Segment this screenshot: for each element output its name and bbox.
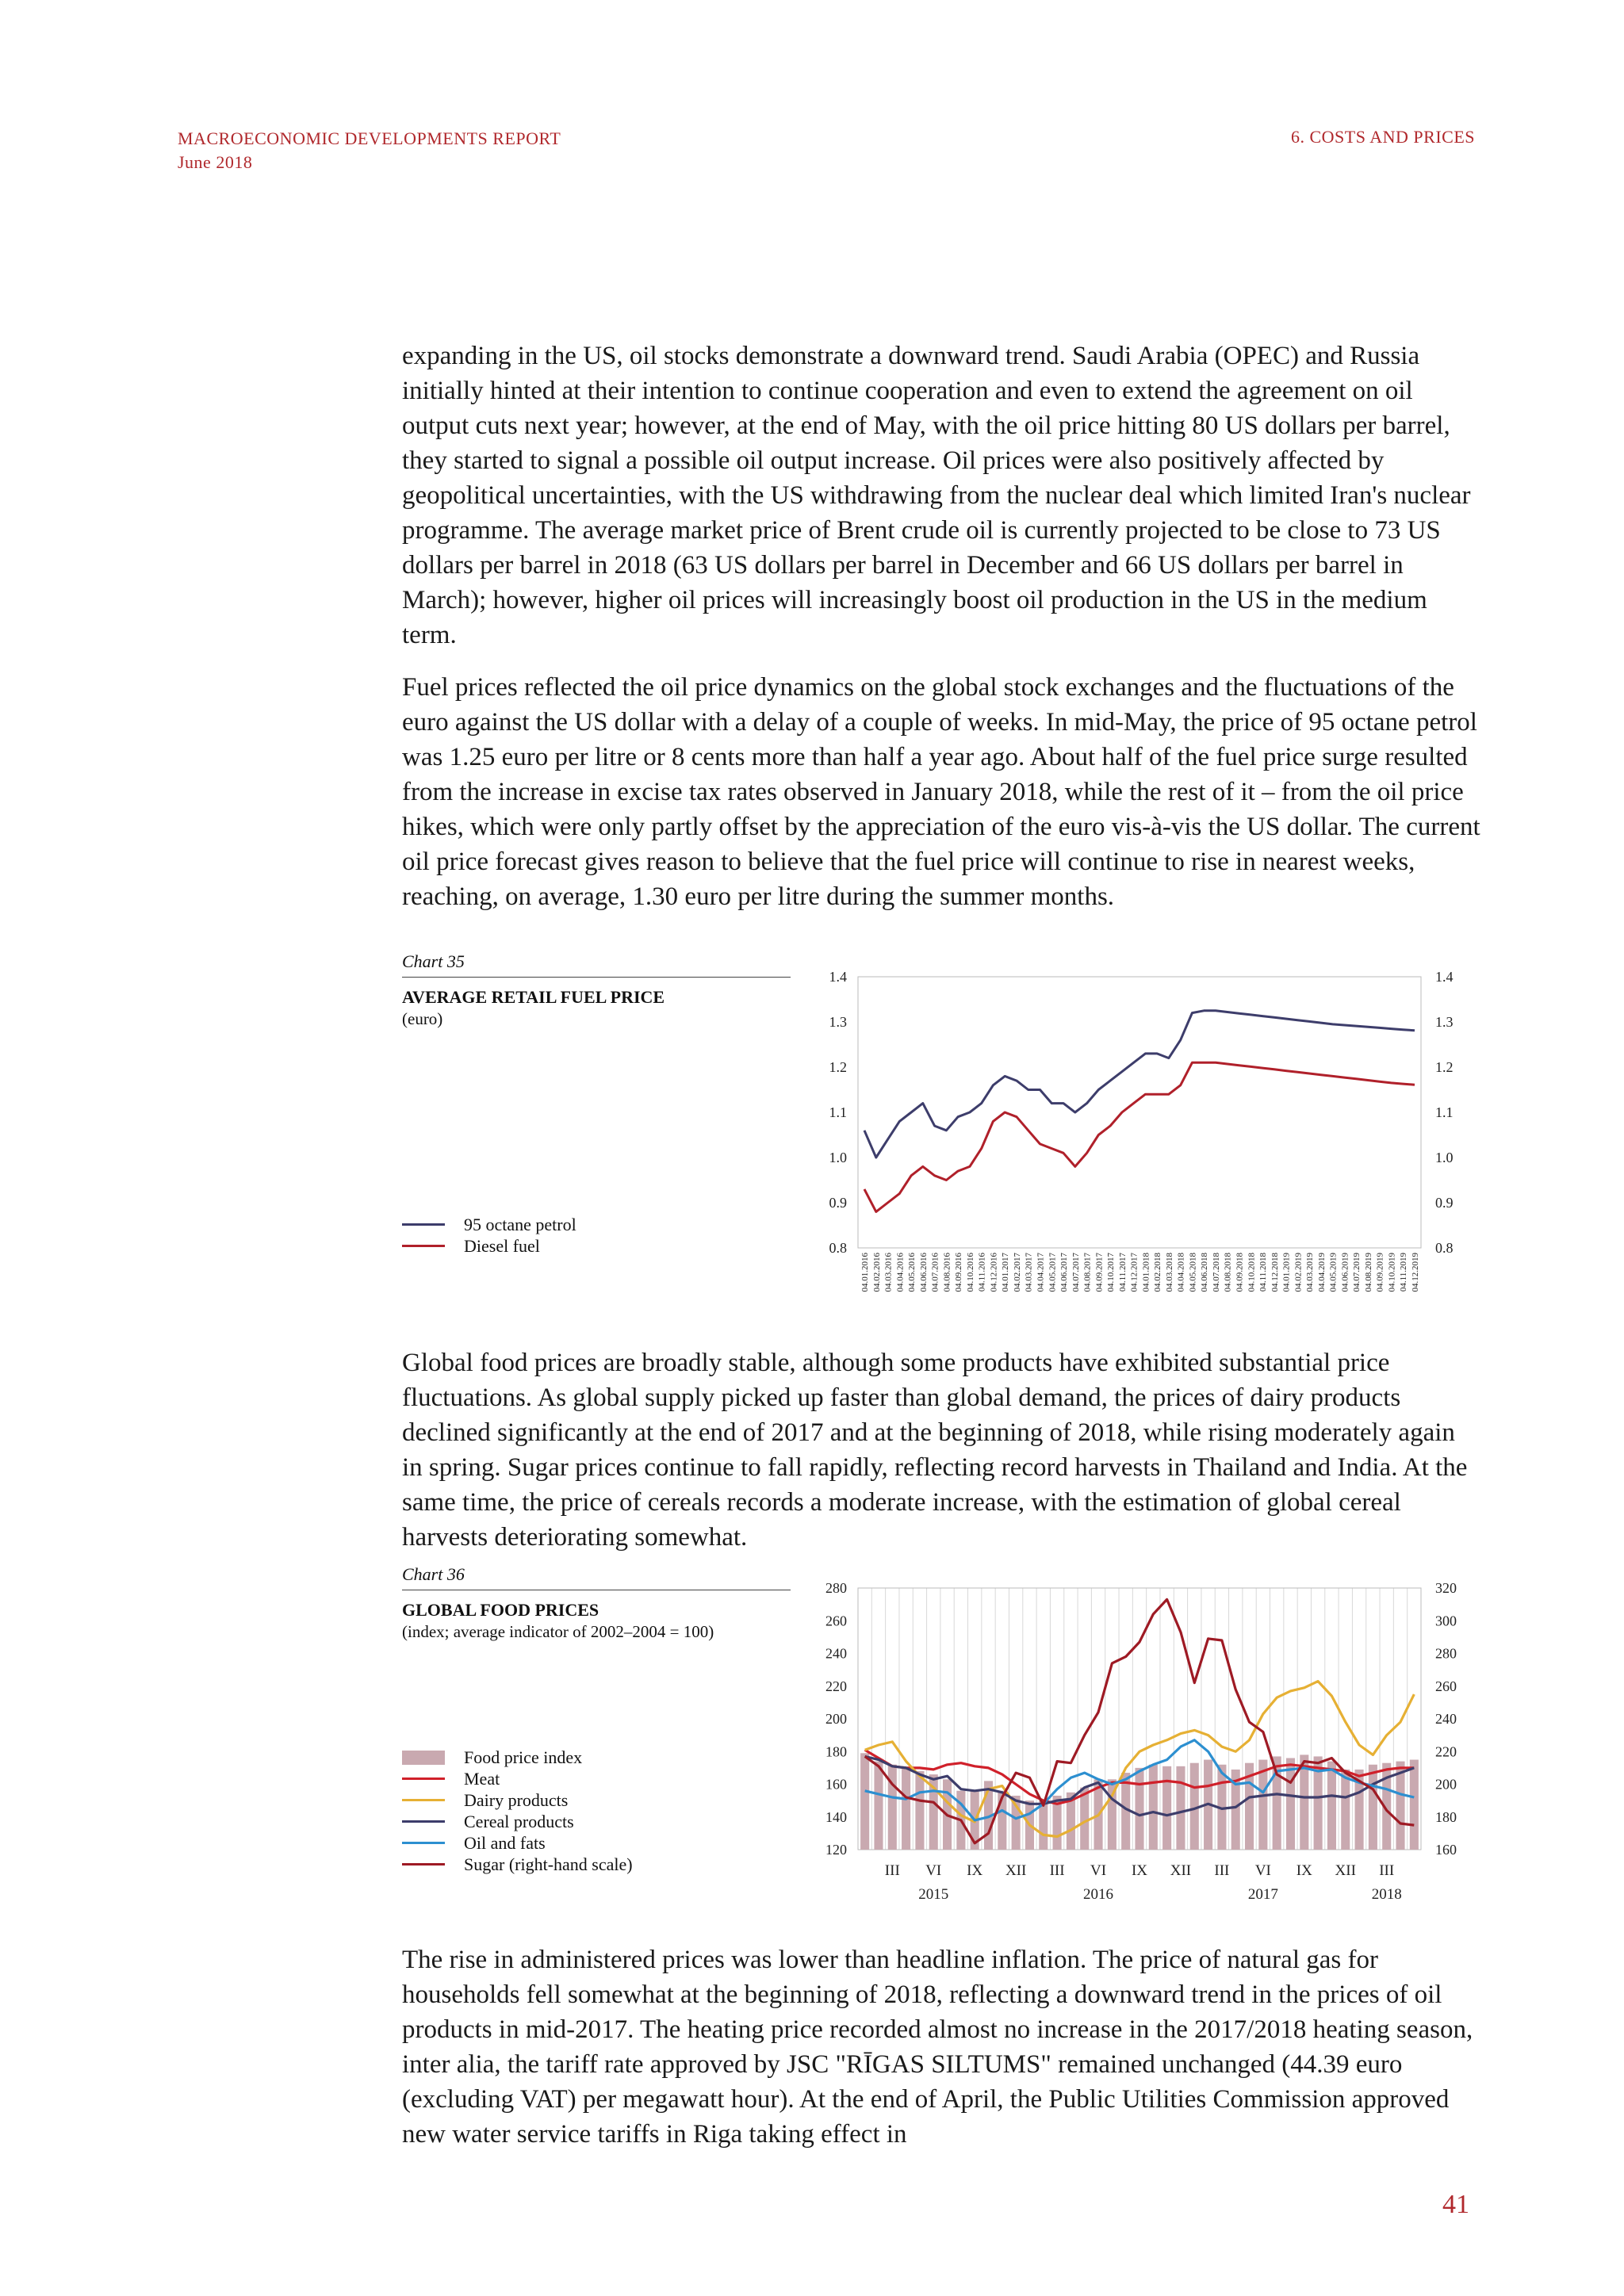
y2-tick-label: 200 — [1435, 1776, 1457, 1793]
x-tick-label: 04.03.2016 — [883, 1253, 894, 1292]
y-tick-label: 1.1 — [829, 1104, 847, 1120]
chart35-subtitle: (euro) — [402, 1009, 443, 1028]
x-tick-label: VI — [1090, 1862, 1107, 1879]
legend-item-sugar — [402, 1854, 633, 1875]
legend-swatch-petrol — [402, 1223, 445, 1226]
x-tick-label: 04.02.2018 — [1153, 1253, 1163, 1292]
y2-tick-label: 1.1 — [1435, 1104, 1454, 1120]
chart36-number: Chart 36 — [402, 1564, 791, 1590]
bar-food-price-index — [1327, 1762, 1336, 1850]
page-number: 41 — [1442, 2190, 1469, 2219]
x-year-label: 2018 — [1371, 1886, 1402, 1903]
x-tick-label: 04.10.2017 — [1106, 1253, 1116, 1292]
bar-food-price-index — [1369, 1765, 1377, 1850]
x-tick-label: 04.10.2016 — [965, 1253, 975, 1292]
bar-food-price-index — [1410, 1760, 1419, 1850]
x-tick-label: 04.05.2019 — [1328, 1253, 1339, 1292]
y2-tick-label: 1.0 — [1435, 1150, 1454, 1165]
paragraph-food: Global food prices are broadly stable, although some products have exhibited substantial price fluctuations. As global supply picked up faster than global demand, the prices of dairy products declined significantly at the end of 2017 and at the beginning of 2018, while rising moderately again in spring. Sugar prices continue to fall rapidly, reflecting record harvests in Thailand and India. At the same time, the price of cereals records a moderate increase, with the estimation of global cereal harvests deteriorating somewhat. — [402, 1349, 1468, 1552]
x-tick-label: 04.06.2019 — [1340, 1253, 1350, 1292]
x-tick-label: 04.09.2018 — [1235, 1253, 1245, 1292]
y-tick-label: 140 — [825, 1808, 847, 1825]
x-tick-label: 04.06.2016 — [918, 1253, 929, 1292]
x-tick-label: XII — [1005, 1862, 1027, 1879]
chart36-subtitle: (index; average indicator of 2002–2004 = 100) — [402, 1622, 714, 1641]
x-tick-label: 04.05.2018 — [1188, 1253, 1198, 1292]
x-tick-label: 04.09.2019 — [1375, 1253, 1385, 1292]
legend-label-meat: Meat — [464, 1768, 500, 1789]
y2-tick-label: 320 — [1435, 1580, 1457, 1596]
legend-item-oil — [402, 1832, 633, 1854]
x-tick-label: 04.02.2017 — [1012, 1253, 1022, 1292]
y2-tick-label: 0.9 — [1435, 1195, 1454, 1211]
x-tick-label: 04.04.2018 — [1176, 1253, 1186, 1292]
chart35-frame — [858, 977, 1421, 1248]
x-tick-label: 04.09.2016 — [954, 1253, 964, 1292]
x-tick-label: VI — [1254, 1862, 1271, 1879]
legend-item-petrol — [402, 1214, 576, 1235]
chart35-number: Chart 35 — [402, 951, 791, 978]
x-tick-label: 04.08.2019 — [1363, 1253, 1373, 1292]
x-tick-label: 04.06.2018 — [1200, 1253, 1210, 1292]
x-tick-label: 04.11.2018 — [1258, 1253, 1269, 1292]
bar-food-price-index — [1135, 1768, 1143, 1850]
x-tick-label: IX — [1296, 1862, 1312, 1879]
y-tick-label: 180 — [825, 1743, 847, 1760]
y-tick-label: 0.8 — [829, 1240, 847, 1256]
chart35-caption — [402, 951, 791, 1029]
paragraph-fuel: Fuel prices reflected the oil price dynamics on the global stock exchanges and the fluctuations of the euro against the US dollar with a delay of a couple of weeks. In mid-May, the price of 95 octane petrol was 1.25 euro per litre or 8 cents more than half a year ago. About half of the fuel price surge resulted from the increase in excise tax rates observed in January 2018, while the rest of it – from the oil price hikes, which were only partly offset by the appreciation of the euro vis-à-vis the US dollar. The current oil price forecast gives reason to believe that the fuel price will continue to rise in nearest weeks, reaching, on average, 1.30 euro per litre during the summer months. — [402, 673, 1480, 911]
x-tick-label: 04.11.2016 — [977, 1253, 987, 1292]
legend-item-food-index — [402, 1747, 633, 1768]
legend-swatch-diesel — [402, 1245, 445, 1247]
x-tick-label: 04.03.2019 — [1305, 1253, 1316, 1292]
report-date: June 2018 — [178, 152, 253, 172]
x-year-label: 2017 — [1247, 1886, 1278, 1903]
x-tick-label: 04.09.2017 — [1094, 1253, 1105, 1292]
chart35-plot — [817, 969, 1610, 1318]
x-tick-label: 04.07.2019 — [1352, 1253, 1362, 1292]
bar-food-price-index — [915, 1771, 924, 1850]
x-tick-label: 04.01.2017 — [1001, 1253, 1011, 1292]
report-title: MACROECONOMIC DEVELOPMENTS REPORT — [178, 128, 561, 148]
y2-tick-label: 180 — [1435, 1808, 1457, 1825]
legend-swatch-sugar — [402, 1863, 445, 1866]
x-tick-label: IX — [967, 1862, 983, 1879]
x-tick-label: 04.02.2019 — [1293, 1253, 1304, 1292]
legend-swatch-meat — [402, 1777, 445, 1780]
x-tick-label: 04.04.2019 — [1316, 1253, 1327, 1292]
legend-swatch-dairy — [402, 1799, 445, 1801]
y2-tick-label: 1.2 — [1435, 1059, 1454, 1075]
x-tick-label: 04.04.2017 — [1036, 1253, 1046, 1292]
legend-label-dairy: Dairy products — [464, 1789, 569, 1810]
y-tick-label: 1.2 — [829, 1059, 847, 1075]
x-tick-label: 04.02.2016 — [871, 1253, 882, 1292]
x-tick-label: III — [1379, 1862, 1395, 1879]
y-tick-label: 160 — [825, 1776, 847, 1793]
y2-tick-label: 220 — [1435, 1743, 1457, 1760]
bar-food-price-index — [902, 1768, 910, 1850]
x-tick-label: 04.11.2017 — [1117, 1253, 1128, 1292]
y-tick-label: 240 — [825, 1645, 847, 1662]
legend-label-diesel: Diesel fuel — [464, 1235, 540, 1256]
bar-food-price-index — [1286, 1758, 1295, 1850]
y-tick-label: 0.9 — [829, 1195, 847, 1211]
y2-tick-label: 280 — [1435, 1645, 1457, 1662]
section-title: 6. COSTS AND PRICES — [1290, 127, 1475, 147]
bar-food-price-index — [1190, 1763, 1199, 1850]
legend-label-oil: Oil and fats — [464, 1832, 546, 1853]
x-tick-label: 04.01.2019 — [1281, 1253, 1292, 1292]
y2-tick-label: 260 — [1435, 1678, 1457, 1694]
bar-food-price-index — [1341, 1770, 1350, 1850]
x-year-label: 2016 — [1083, 1886, 1114, 1903]
x-tick-label: 04.11.2019 — [1399, 1253, 1409, 1292]
x-tick-label: 04.05.2017 — [1048, 1253, 1058, 1292]
legend-label-petrol: 95 octane petrol — [464, 1214, 576, 1234]
x-tick-label: 04.10.2019 — [1387, 1253, 1397, 1292]
x-tick-label: 04.10.2018 — [1247, 1253, 1257, 1292]
bar-food-price-index — [1149, 1765, 1158, 1850]
x-tick-label: 04.03.2017 — [1024, 1253, 1034, 1292]
legend-item-meat — [402, 1768, 633, 1789]
x-tick-label: 04.12.2018 — [1270, 1253, 1280, 1292]
chart36-caption — [402, 1564, 791, 1642]
paragraph-administered: The rise in administered prices was lower than headline inflation. The price of natural gas for households fell somewhat at the beginning of 2018, reflecting a downward trend in the prices of oil products in mid-2017. The heating price recorded almost no increase in the 2017/2018 heating season, inter alia, the tariff rate approved by JSC "RĪGAS SILTUMS" remained unchanged (44.39 euro (excluding VAT) per megawatt hour). At the end of April, the Public Utilities Commission approved new water service tariffs in Riga taking effect in — [402, 1946, 1473, 2149]
y2-tick-label: 160 — [1435, 1842, 1457, 1858]
y-tick-label: 280 — [825, 1580, 847, 1596]
bar-food-price-index — [1039, 1800, 1048, 1850]
x-tick-label: 04.12.2017 — [1129, 1253, 1139, 1292]
y2-tick-label: 0.8 — [1435, 1240, 1454, 1256]
legend-item-diesel — [402, 1235, 576, 1257]
x-tick-label: III — [884, 1862, 900, 1879]
bar-food-price-index — [888, 1765, 897, 1850]
legend-label-cereal: Cereal products — [464, 1811, 574, 1831]
paragraph-oil: expanding in the US, oil stocks demonstrate a downward trend. Saudi Arabia (OPEC) and Russia initially hinted at their intention to continue cooperation and even to extend the agreement on oil output cuts next year; however, at the end of May, with the oil price hitting 80 US dollars per barrel, they started to signal a possible oil output increase. Oil prices were also positively affected by geopolitical uncertainties, with the US withdrawing from the nuclear deal which limited Iran's nuclear programme. The average market price of Brent crude oil is currently projected to be close to 73 US dollars per barrel in 2018 (63 US dollars per barrel in December and 66 US dollars per barrel in March); however, higher oil prices will increasingly boost oil production in the US in the medium term. — [402, 342, 1471, 649]
legend-item-dairy — [402, 1789, 633, 1811]
x-tick-label: 04.03.2018 — [1164, 1253, 1174, 1292]
bar-food-price-index — [874, 1762, 883, 1850]
legend-swatch-food-index — [402, 1751, 445, 1765]
y2-tick-label: 300 — [1435, 1613, 1457, 1629]
legend-item-cereal — [402, 1811, 633, 1832]
x-tick-label: 04.12.2019 — [1411, 1253, 1420, 1292]
x-tick-label: 04.07.2018 — [1211, 1253, 1221, 1292]
y-tick-label: 1.4 — [829, 969, 847, 985]
x-tick-label: 04.01.2016 — [860, 1253, 870, 1292]
legend-label-sugar: Sugar (right-hand scale) — [464, 1854, 633, 1874]
legend-swatch-oil — [402, 1842, 445, 1844]
x-tick-label: 04.08.2017 — [1082, 1253, 1093, 1292]
y-tick-label: 260 — [825, 1613, 847, 1629]
y2-tick-label: 1.3 — [1435, 1014, 1454, 1030]
x-tick-label: 04.08.2016 — [942, 1253, 952, 1292]
legend-swatch-cereal — [402, 1820, 445, 1823]
x-year-label: 2015 — [918, 1886, 949, 1903]
y2-tick-label: 1.4 — [1435, 969, 1454, 985]
x-tick-label: 04.12.2016 — [989, 1253, 999, 1292]
x-tick-label: XII — [1170, 1862, 1192, 1879]
chart36-legend — [402, 1747, 633, 1875]
series-line-95-octane-petrol — [864, 1011, 1415, 1158]
x-tick-label: III — [1049, 1862, 1065, 1879]
x-tick-label: 04.07.2017 — [1071, 1253, 1081, 1292]
y-tick-label: 200 — [825, 1711, 847, 1727]
y-tick-label: 1.0 — [829, 1150, 847, 1165]
x-tick-label: IX — [1131, 1862, 1148, 1879]
x-tick-label: VI — [925, 1862, 942, 1879]
y-tick-label: 1.3 — [829, 1014, 847, 1030]
legend-label-food-index: Food price index — [464, 1747, 583, 1767]
y-tick-label: 120 — [825, 1842, 847, 1858]
chart36-title: GLOBAL FOOD PRICES — [402, 1600, 599, 1620]
report-header — [178, 127, 561, 174]
bar-food-price-index — [1176, 1766, 1185, 1850]
bar-food-price-index — [860, 1753, 869, 1850]
chart36-plot — [817, 1580, 1610, 1903]
x-tick-label: 04.05.2016 — [907, 1253, 917, 1292]
x-tick-label: 04.01.2018 — [1141, 1253, 1151, 1292]
y2-tick-label: 240 — [1435, 1711, 1457, 1727]
series-line-diesel-fuel — [864, 1062, 1415, 1211]
x-tick-label: XII — [1335, 1862, 1356, 1879]
x-tick-label: 04.08.2018 — [1223, 1253, 1233, 1292]
chart35-title: AVERAGE RETAIL FUEL PRICE — [402, 987, 665, 1007]
bar-food-price-index — [1162, 1766, 1171, 1850]
chart35-legend — [402, 1214, 576, 1257]
x-tick-label: III — [1214, 1862, 1230, 1879]
x-tick-label: 04.07.2016 — [930, 1253, 940, 1292]
x-tick-label: 04.06.2017 — [1059, 1253, 1070, 1292]
x-tick-label: 04.04.2016 — [895, 1253, 906, 1292]
y-tick-label: 220 — [825, 1678, 847, 1694]
